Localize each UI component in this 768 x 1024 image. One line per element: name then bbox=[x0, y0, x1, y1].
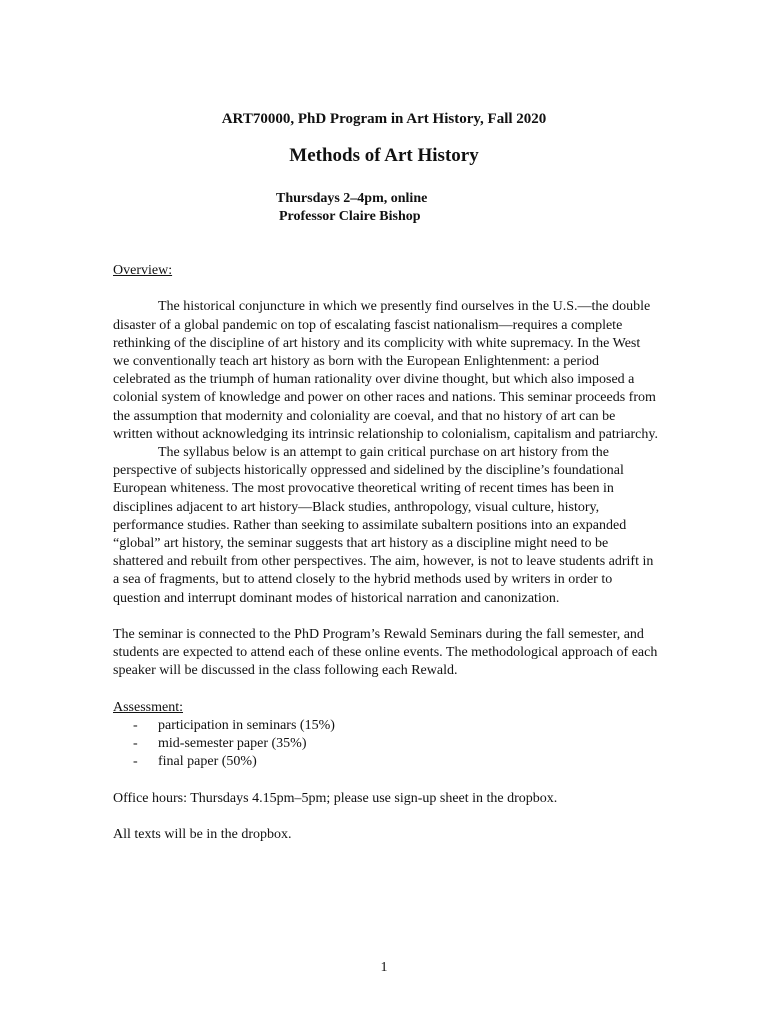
list-dash: - bbox=[133, 736, 138, 752]
overview-paragraph-2: The syllabus below is an attempt to gain critical purchase on art history from the perspective of subjects historically oppressed and sidelined by the discipline’s foundational European whiteness. The most provocative theoretical writing of recent times has been in disciplines adjacent to art history—Black studies, anthropology, visual culture, history, performance studies. Rather than seeking to assimilate subaltern positions into an expanded “global” art history, the seminar suggests that art history as a discipline might need to be shattered and rebuilt from other perspectives. The aim, however, is not to leave students adrift in a sea of fragments, but to attend closely to the hybrid methods used by writers in order to question and interrupt dominant modes of historical narration and canonization. bbox=[113, 445, 654, 606]
assessment-item-final: final paper (50%) bbox=[158, 754, 257, 770]
body-text bbox=[113, 262, 658, 844]
assessment-item-participation: participation in seminars (15%) bbox=[158, 718, 335, 734]
list-item bbox=[113, 753, 658, 771]
assessment-list bbox=[113, 717, 658, 772]
page-number: 1 bbox=[380, 960, 388, 975]
document-title: Methods of Art History bbox=[289, 145, 479, 166]
schedule-block bbox=[276, 190, 427, 226]
list-dash: - bbox=[133, 718, 138, 734]
list-item bbox=[113, 717, 658, 735]
class-schedule: Thursdays 2–4pm, online bbox=[276, 191, 428, 206]
list-dash: - bbox=[133, 754, 138, 770]
overview-paragraph-3: The seminar is connected to the PhD Program’s Rewald Seminars during the fall semester, and students are expected to attend each of these online events. The methodological approach of each speaker will be discussed in the class following each Rewald. bbox=[113, 627, 658, 679]
assessment-heading: Assessment: bbox=[113, 699, 183, 715]
course-line: ART70000, PhD Program in Art History, Fall 2020 bbox=[221, 111, 547, 127]
assessment-item-midterm: mid-semester paper (35%) bbox=[158, 736, 307, 752]
list-item bbox=[113, 735, 658, 753]
office-hours: Office hours: Thursdays 4.15pm–5pm; please use sign-up sheet in the dropbox. bbox=[113, 790, 558, 806]
overview-paragraph-1: The historical conjuncture in which we presently find ourselves in the U.S.—the double disaster of a global pandemic on top of escalating fascist nationalism—requires a complete rethinking of the discipline of art history and its complicity with white supremacy. In the West we conventionally teach art history as born with the European Enlightenment: a period celebrated as the triumph of human rationality over divine thought, but which also imposed a colonial system of knowledge and power on other races and nations. This seminar proceeds from the assumption that modernity and coloniality are coeval, and that no history of art can be written without acknowledging its intrinsic relationship to colonialism, capitalism and patriarchy. bbox=[113, 299, 658, 442]
overview-heading: Overview: bbox=[113, 263, 173, 278]
texts-note: All texts will be in the dropbox. bbox=[113, 827, 292, 843]
professor-name: Professor Claire Bishop bbox=[279, 209, 421, 224]
